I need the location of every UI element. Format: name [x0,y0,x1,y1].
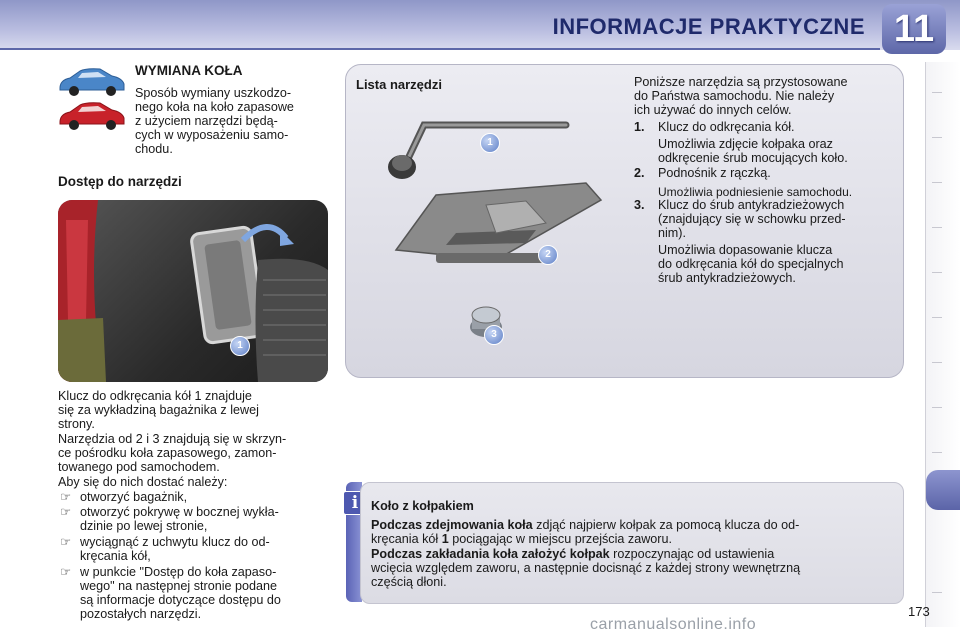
tab-divider [932,317,942,318]
tab-divider [932,407,942,408]
bullet-item [58,490,326,504]
photo-callout-1: 1 [230,336,250,356]
tool-name: Podnośnik z rączką. [658,166,771,180]
chapter-number: 11 [893,8,935,50]
blue-car-icon [56,66,128,98]
tool-callout-3: 3 [484,325,504,345]
hand-icon: ☞ [60,490,72,504]
trunk-illustration [58,200,328,382]
intro-line: chodu. [135,142,173,156]
info-para2 [371,547,896,589]
panel-intro-line: Poniższe narzędzia są przystosowane [634,75,848,89]
bullet-line: kręcania kół, [80,549,151,563]
para2-line: Narzędzia od 2 i 3 znajdują się w skrzyn- [58,432,287,446]
panel-intro [634,75,894,117]
intro-line: cych w wyposażeniu samo- [135,128,289,142]
tool-item-2 [634,166,894,199]
para1 [58,389,326,431]
tab-divider [932,182,942,183]
jack-icon [396,183,601,263]
tool-number: 2. [634,166,645,180]
page-number: 173 [908,604,930,619]
info-p2-text: rozpoczynając od ustawienia [609,547,775,561]
section-title: WYMIANA KOŁA [135,63,243,78]
hand-icon: ☞ [60,535,72,549]
chapter-badge [882,4,946,54]
tab-divider [932,362,942,363]
tool-callout-2: 2 [538,245,558,265]
bullet-line: są informacje dotyczące dostępu do [80,593,281,607]
tool-name: Klucz do śrub antykradzieżowych [658,198,845,212]
panel-title: Lista narzędzi [356,77,442,92]
hand-icon: ☞ [60,565,72,579]
tool-desc: Umożliwia zdjęcie kołpaka oraz [658,137,833,151]
info-box [360,482,904,604]
panel-intro-line: do Państwa samochodu. Nie należy [634,89,835,103]
tab-divider [932,227,942,228]
trunk-photo [58,200,328,382]
bullet-line: w punkcie "Dostęp do koła zapaso- [80,565,277,579]
para1-line: Klucz do odkręcania kół 1 znajduje [58,389,252,403]
info-p1-text: zdjąć najpierw kołpak za pomocą klucza do od- [532,518,800,532]
para2-line: towanego pod samochodem. [58,460,220,474]
para2 [58,432,326,474]
bullet-item [58,505,326,533]
intro-line: Sposób wymiany uszkodzo- [135,86,292,100]
tool-desc: Umożliwia podniesienie samochodu. [658,185,853,199]
info-p2-text: częścią dłoni. [371,575,447,589]
chapter-tab-active[interactable] [926,470,960,510]
bullet-line: otworzyć bagażnik, [80,490,188,504]
bullet-line: dzinie po lewej stronie, [80,519,208,533]
tool-name: nim). [658,226,686,240]
tool-callout-1: 1 [480,133,500,153]
wheel-brace-icon [388,125,566,179]
chapter-tabs [925,62,960,627]
intro-line: nego koła na koło zapasowe [135,100,294,114]
info-p2-bold: Podczas zakładania koła założyć kołpak [371,547,610,561]
para1-line: się za wykładziną bagażnika z lewej [58,403,259,417]
intro-line: z użyciem narzędzi będą- [135,114,278,128]
bullet-line: wyciągnąć z uchwytu klucz do od- [80,535,270,549]
info-p2-text: wcięcia względem zaworu, a następnie docisnąć z każdej strony wewnętrzną [371,561,801,575]
info-title: Koło z kołpakiem [371,499,474,513]
bullet-line: pozostałych narzędzi. [80,607,202,621]
para2-line: ce pośrodku koła zapasowego, zamon- [58,446,277,460]
info-p1-text: pociągając w miejscu przejścia zaworu. [448,532,672,546]
bullet-item [58,565,326,621]
tools-panel [345,64,904,378]
tab-divider [932,272,942,273]
red-car-icon [56,100,128,132]
page-title: INFORMACJE PRAKTYCZNE [552,14,865,39]
info-p1-ref: 1 [441,532,449,546]
tool-name: Klucz do odkręcania kół. [658,120,795,134]
info-para1 [371,518,896,546]
bullet-line: wego" na następnej stronie podane [80,579,278,593]
hand-icon: ☞ [60,505,72,519]
header-rule [0,48,880,50]
access-title: Dostęp do narzędzi [58,174,182,189]
tool-name: (znajdujący się w schowku przed- [658,212,846,226]
info-p1-text: kręcania kół [371,532,442,546]
tab-divider [932,137,942,138]
tool-item-3 [634,198,894,285]
info-icon: i [343,491,367,515]
tab-divider [932,92,942,93]
tool-desc: do odkręcania kół do specjalnych [658,257,844,271]
tool-desc: odkręcenie śrub mocujących koło. [658,151,848,165]
tool-number: 3. [634,198,645,212]
tool-number: 1. [634,120,645,134]
tab-divider [932,452,942,453]
tool-desc: śrub antykradzieżowych. [658,271,796,285]
bullet-line: otworzyć pokrywę w bocznej wykła- [80,505,279,519]
tool-desc: Umożliwia dopasowanie klucza [658,243,833,257]
tool-item-1 [634,120,894,165]
panel-intro-line: ich używać do innych celów. [634,103,792,117]
intro-text [135,86,325,156]
bullet-item [58,535,326,563]
tab-divider [932,592,942,593]
para1-line: strony. [58,417,95,431]
para3: Aby się do nich dostać należy: [58,475,228,489]
info-p1-bold: Podczas zdejmowania koła [371,518,533,532]
watermark: carmanualsonline.info [590,616,757,633]
